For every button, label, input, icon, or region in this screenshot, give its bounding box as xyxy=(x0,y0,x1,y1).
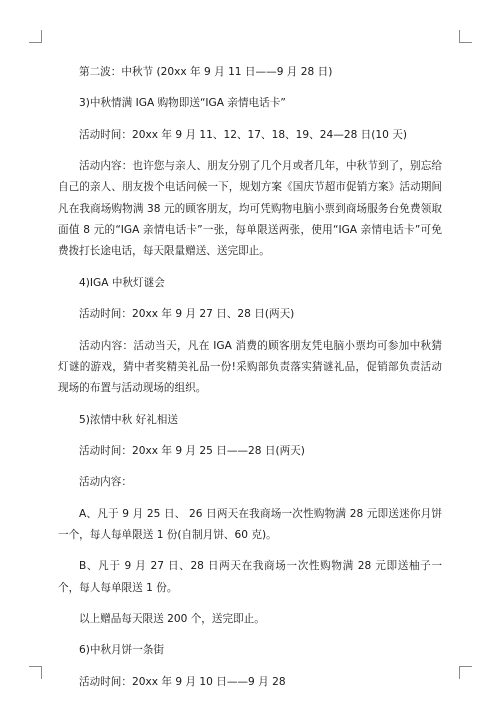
offer-b: B、凡于 9 月 27 日、28 日两天在我商场一次性购物满 28 元即送柚子一个，每人每单限送 1 份。 xyxy=(58,560,442,594)
section-heading: 4)IGA 中秋灯谜会 xyxy=(79,276,165,289)
activity-content: 活动内容：也许您与亲人、朋友分别了几个月或者几年，中秋节到了，别忘给自己的亲人、朋友拨个电话问候一下，规划方案《国庆节超市促销方案》活动期间凡在我商场购物满 38 元的顾客朋友，均可凭购物电脑小票到商场服务台免费领取面值 8 元的“IGA 亲情电话卡”一张，每单限送两张，使用“IGA 亲情电话卡”可免费拨打长途电话，每天限量赠送、送完即止。 xyxy=(58,160,442,258)
wave-heading: 第二波：中秋节 (20xx 年 9 月 11 日——9 月 28 日) xyxy=(79,66,333,78)
crop-mark-top-left xyxy=(29,30,42,43)
section-heading: 3)中秋情满 IGA 购物即送“IGA 亲情电话卡” xyxy=(79,97,286,110)
activity-time: 活动时间：20xx 年 9 月 10 日——9 月 28 xyxy=(79,675,286,688)
activity-content: 活动内容：活动当天，凡在 IGA 消费的顾客朋友凭电脑小票均可参加中秋猜灯谜的游戏，猜中者奖精美礼品一份!采购部负责落实猜谜礼品，促销部负责活动现场的布置与活动现场的组织。 xyxy=(58,339,442,395)
crop-mark-bottom-right xyxy=(459,666,472,679)
section-heading: 5)浓情中秋 好礼相送 xyxy=(79,413,178,426)
activity-time: 活动时间：20xx 年 9 月 25 日——28 日(两天) xyxy=(79,444,305,457)
activity-time: 活动时间：20xx 年 9 月 27 日、28 日(两天) xyxy=(79,308,295,321)
crop-mark-bottom-left xyxy=(29,666,42,679)
offer-limit-note: 以上赠品每天限送 200 个，送完即止。 xyxy=(79,613,265,626)
section-heading: 6)中秋月饼一条街 xyxy=(79,644,165,657)
crop-mark-top-right xyxy=(459,30,472,43)
activity-content-label: 活动内容： xyxy=(79,476,132,489)
offer-a: A、凡于 9 月 25 日、 26 日两天在我商场一次性购物满 28 元即送迷你月饼一个，每人每单限送 1 份(自制月饼、60 克)。 xyxy=(58,507,442,541)
activity-time: 活动时间：20xx 年 9 月 11、12、17、18、19、24—28 日(10 天) xyxy=(79,128,407,141)
document-body xyxy=(58,62,442,703)
